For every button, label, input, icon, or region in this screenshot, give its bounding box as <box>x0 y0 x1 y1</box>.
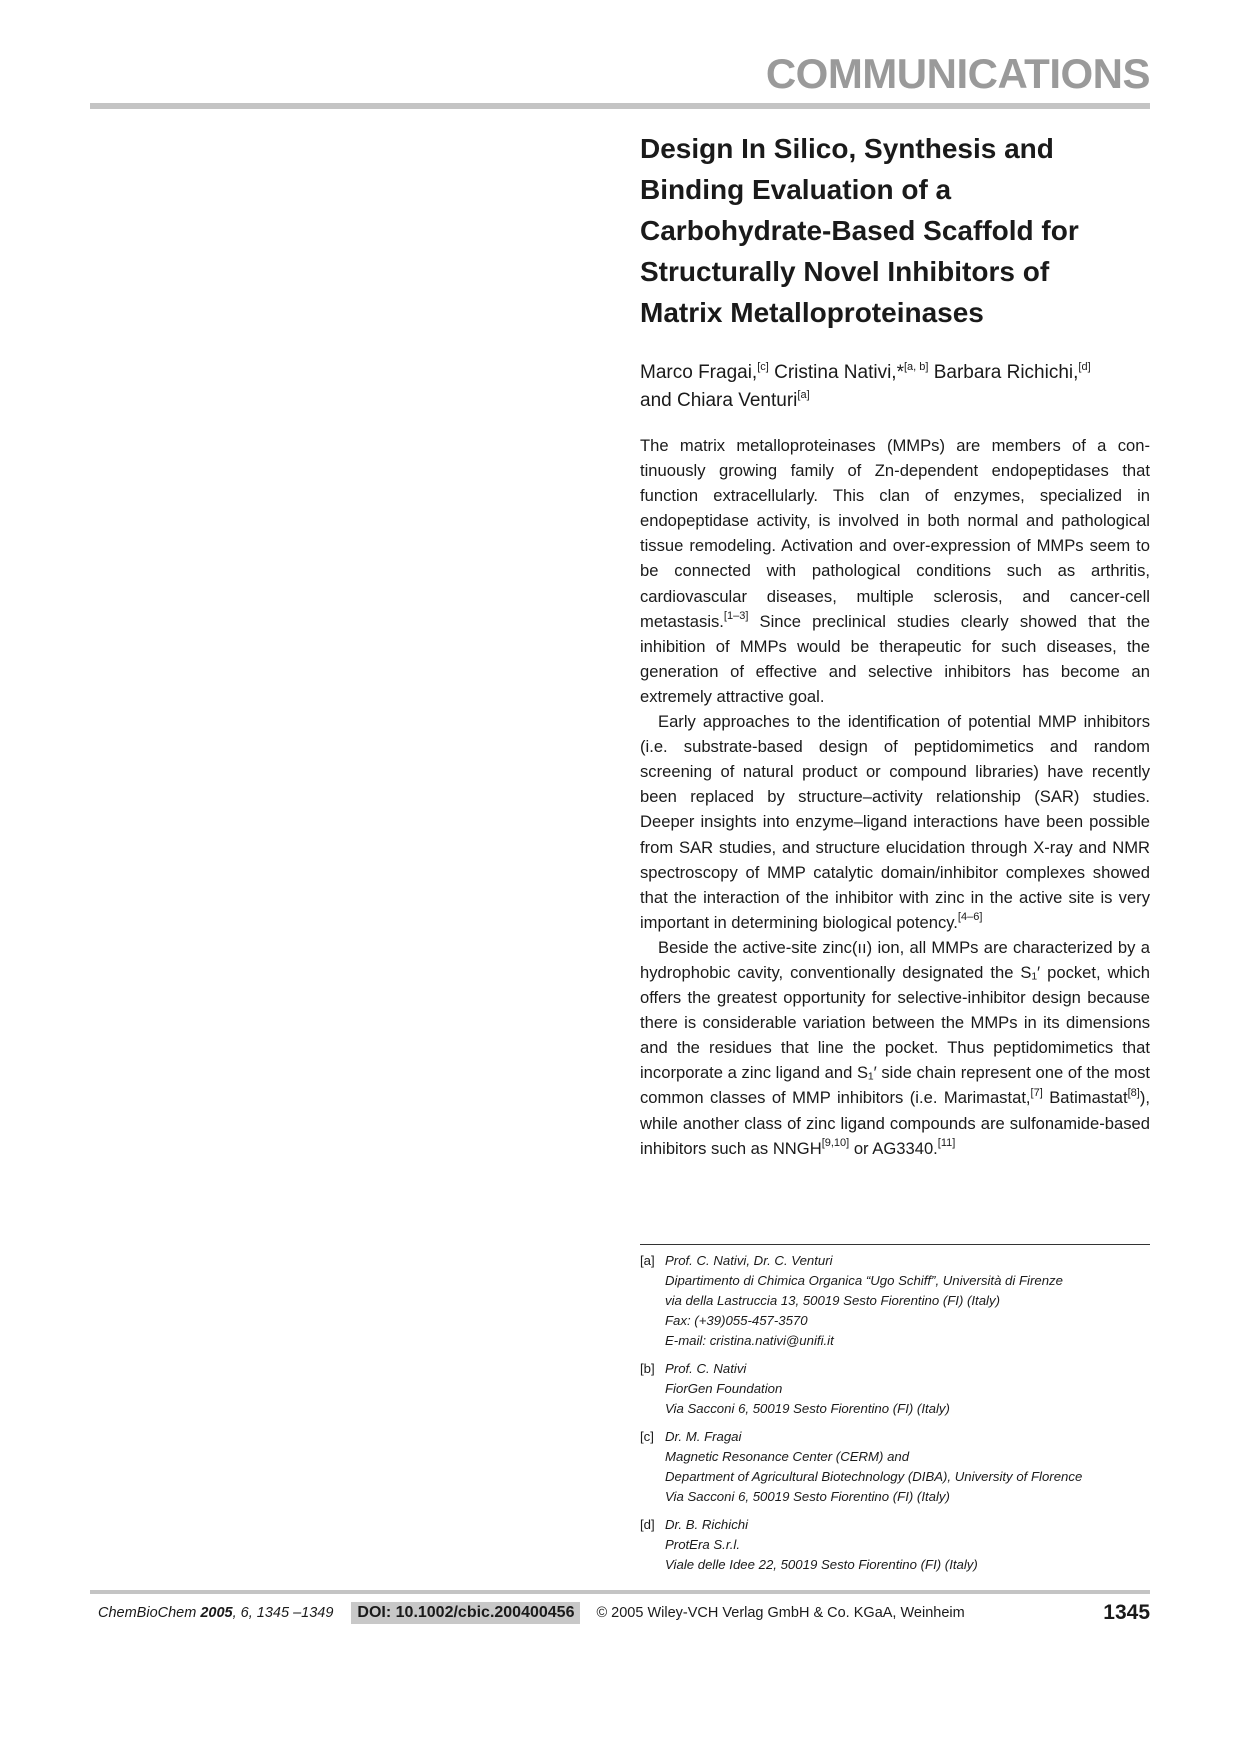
affiliation-label: [a] <box>640 1253 655 1268</box>
affiliation-line: Department of Agricultural Biotechnology (DIBA), University of Florence <box>665 1469 1083 1484</box>
page-number: 1345 <box>1103 1601 1150 1624</box>
affiliation-c <box>640 1427 1150 1507</box>
author-name: Barbara Richichi, <box>928 362 1079 383</box>
affiliation-b <box>640 1359 1150 1419</box>
affiliation-lines <box>665 1251 1063 1351</box>
title-line: Matrix Metalloproteinases <box>640 297 984 328</box>
reference-mark[interactable]: [9,10] <box>821 1137 850 1150</box>
affiliation-label: [c] <box>640 1429 654 1444</box>
journal-year: 2005 <box>200 1605 233 1621</box>
affiliation-line: FiorGen Foundation <box>665 1381 783 1396</box>
reference-mark[interactable]: [4–6] <box>957 911 983 924</box>
title-line: Carbohydrate-Based Scaffold for <box>640 215 1079 246</box>
doi-link[interactable]: DOI: 10.1002/cbic.200400456 <box>351 1602 580 1624</box>
title-line: Structurally Novel Inhibitors of <box>640 256 1050 287</box>
footnote-rule <box>640 1244 1150 1245</box>
affiliation-label: [b] <box>640 1361 655 1376</box>
affiliation-mark: [c] <box>757 360 769 373</box>
affiliation-line: Dipartimento di Chimica Organica “Ugo Schiff”, Università di Firenze <box>665 1273 1063 1288</box>
affiliations <box>640 1251 1150 1583</box>
page-footer <box>90 1600 1150 1626</box>
copyright-notice: © 2005 Wiley-VCH Verlag GmbH & Co. KGaA, Weinheim <box>596 1605 965 1621</box>
paragraph-text: ), while another class of zinc ligand compounds are sulfonamide-based inhibitors such as NNGH <box>640 1088 1150 1158</box>
affiliation-d <box>640 1515 1150 1575</box>
author-list <box>640 359 1150 415</box>
title-line: Design In Silico, Synthesis and <box>640 133 1054 164</box>
affiliation-line: Magnetic Resonance Center (CERM) and <box>665 1449 910 1464</box>
paragraph-text: Beside the active-site zinc(ıı) ion, all MMPs are characterized by a hydrophobic cavity, conventionally designated the S₁′ pocket, which offers the greatest opportunity for selective-inhibitor design because there is considerable variation between the MMPs in its dimensions and the residues that line the pocket. Thus peptidomimetics that incorporate a zinc ligand and S₁′ side chain represent one of the most common classes of MMP inhibitors (i.e. Marimastat, <box>640 937 1150 1108</box>
affiliation-line: Prof. C. Nativi, Dr. C. Venturi <box>665 1253 833 1268</box>
author-name: Marco Fragai, <box>640 362 758 383</box>
paragraph-text: Early approaches to the identification of potential MMP inhibitors (i.e. substrate-based design of peptidomimetics and random screening of natural product or compound libraries) have recently been replaced by structure–activity relationship (SAR) studies. Deeper insights into enzyme–ligand interactions have been possible from SAR studies, and structure elucidation through X-ray and NMR spectroscopy of MMP catalytic domain/inhibitor complexes showed that the interaction of the inhibitor with zinc in the active site is very important in determining biological potency. <box>640 712 1150 932</box>
reference-mark[interactable]: [8] <box>1127 1086 1140 1099</box>
reference-mark[interactable]: [1–3] <box>723 610 749 623</box>
affiliation-label: [d] <box>640 1517 655 1532</box>
bottom-rule <box>90 1590 1150 1594</box>
affiliation-line: Via Sacconi 6, 50019 Sesto Fiorentino (FI) (Italy) <box>665 1401 950 1416</box>
journal-volume-pages: , 6, 1345 –1349 <box>232 1605 334 1621</box>
author-line <box>640 387 1150 415</box>
body-paragraph <box>640 433 1150 709</box>
author-name: and Chiara Venturi <box>640 390 798 411</box>
article-title <box>640 128 1150 333</box>
paragraph-text: Batimastat <box>1042 1088 1128 1108</box>
reference-mark[interactable]: [7] <box>1030 1086 1043 1099</box>
affiliation-a <box>640 1251 1150 1351</box>
affiliation-line: Viale delle Idee 22, 50019 Sesto Fiorentino (FI) (Italy) <box>665 1557 978 1572</box>
top-rule <box>90 103 1150 109</box>
affiliation-line: Via Sacconi 6, 50019 Sesto Fiorentino (FI) (Italy) <box>665 1489 950 1504</box>
affiliation-line: ProtEra S.r.l. <box>665 1537 740 1552</box>
author-name: Cristina Nativi,* <box>768 362 904 383</box>
journal-citation <box>98 1605 333 1621</box>
affiliation-line: Fax: (+39)055-457-3570 <box>665 1313 808 1328</box>
body-paragraph <box>640 935 1150 1161</box>
affiliation-line: Prof. C. Nativi <box>665 1361 747 1376</box>
paragraph-text: The matrix metalloproteinases (MMPs) are members of a continuously growing family of Zn-dependent endopeptidases that function extracellularly. This clan of enzymes, specialized in endopeptidase activity, is involved in both normal and pathological tissue remodeling. Activation and over-expression of MMPs seem to be connected with pathological conditions such as arthritis, cardiovascular diseases, multiple sclerosis, and cancer-cell metastasis. <box>640 436 1150 631</box>
email-link[interactable]: E-mail: cristina.nativi@unifi.it <box>665 1333 834 1348</box>
body-paragraph <box>640 709 1150 935</box>
journal-name: ChemBioChem <box>98 1605 197 1621</box>
paragraph-text: or AG3340. <box>849 1138 938 1158</box>
reference-mark[interactable]: [11] <box>937 1137 956 1150</box>
affiliation-mark: [a, b] <box>903 360 929 373</box>
affiliation-lines <box>665 1515 978 1575</box>
affiliation-line: Dr. M. Fragai <box>665 1429 742 1444</box>
affiliation-lines <box>665 1427 1082 1507</box>
affiliation-line: via della Lastruccia 13, 50019 Sesto Fiorentino (FI) (Italy) <box>665 1293 1000 1308</box>
section-heading: COMMUNICATIONS <box>765 50 1150 97</box>
affiliation-mark: [a] <box>797 388 810 401</box>
author-line <box>640 359 1150 387</box>
paragraph-text: Since preclinical studies clearly showed that the inhibition of MMPs would be therapeutic for such diseases, the generation of effective and selective inhibitors has become an extremely attractive goal. <box>640 611 1150 706</box>
affiliation-line: Dr. B. Richichi <box>665 1517 749 1532</box>
title-line: Binding Evaluation of a <box>640 174 952 205</box>
affiliation-mark: [d] <box>1078 360 1091 373</box>
article-body <box>640 433 1150 1161</box>
affiliation-lines <box>665 1359 950 1419</box>
